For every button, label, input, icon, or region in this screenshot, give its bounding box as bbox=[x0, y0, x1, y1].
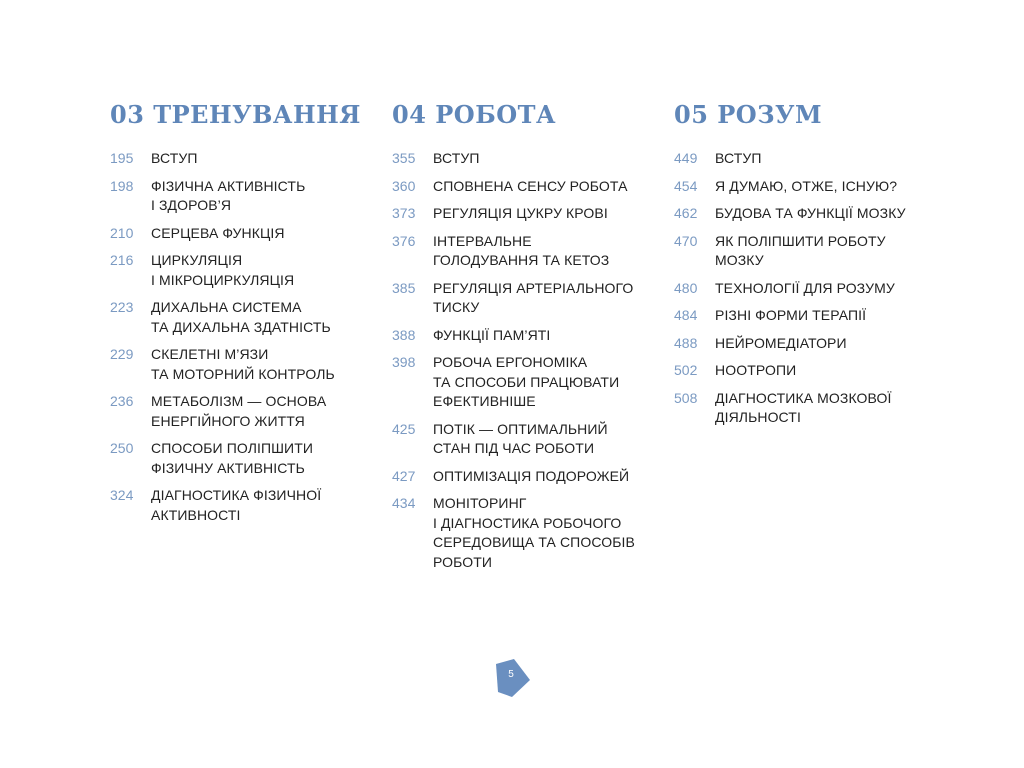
toc-entry-title: ФІЗИЧНА АКТИВНІСТЬ І ЗДОРОВ’Я bbox=[151, 177, 306, 213]
toc-entry-page-number: 360 bbox=[392, 177, 416, 194]
toc-entry bbox=[110, 486, 370, 525]
toc-entry-page-number: 250 bbox=[110, 440, 134, 456]
toc-entry-page-number: 398 bbox=[392, 354, 416, 370]
toc-entry bbox=[110, 439, 370, 478]
toc-entry bbox=[110, 224, 370, 244]
toc-entry-page-number: 229 bbox=[110, 346, 134, 362]
toc-entry-page-number: 488 bbox=[674, 334, 698, 351]
toc-entry-page-number: 425 bbox=[392, 420, 416, 437]
toc-entry-title: СПОСОБИ ПОЛІПШИТИ ФІЗИЧНУ АКТИВНІСТЬ bbox=[151, 440, 314, 476]
toc-entry-page-number: 502 bbox=[674, 362, 698, 378]
section-title-mind: 05 РОЗУМ bbox=[674, 100, 823, 129]
toc-entry-title: ВСТУП bbox=[715, 150, 762, 166]
toc-entry-title: НЕЙРОМЕДІАТОРИ bbox=[715, 334, 847, 351]
toc-entry-title: ПОТІК — ОПТИМАЛЬНИЙ СТАН ПІД ЧАС РОБОТИ bbox=[433, 420, 608, 456]
toc-entry-title: НООТРОПИ bbox=[715, 362, 797, 378]
toc-entry bbox=[674, 334, 934, 354]
toc-entry-page-number: 210 bbox=[110, 224, 134, 241]
toc-entry bbox=[110, 177, 370, 216]
toc-entry-title: РЕГУЛЯЦІЯ ЦУКРУ КРОВІ bbox=[433, 205, 608, 221]
toc-entry-title: ВСТУП bbox=[433, 150, 480, 166]
toc-column-training bbox=[110, 100, 370, 533]
toc-entry-page-number: 385 bbox=[392, 279, 416, 296]
toc-entry-page-number: 195 bbox=[110, 150, 134, 166]
toc-entry bbox=[110, 149, 370, 169]
toc-entry-title: МОНІТОРИНГ І ДІАГНОСТИКА РОБОЧОГО СЕРЕДОВИЩА ТА СПОСОБІВ РОБОТИ bbox=[433, 495, 635, 570]
section-title-work: 04 РОБОТА bbox=[392, 100, 557, 129]
toc-entry bbox=[674, 177, 934, 197]
toc-entry-title: ДИХАЛЬНА СИСТЕМА ТА ДИХАЛЬНА ЗДАТНІСТЬ bbox=[151, 299, 331, 335]
toc-entry bbox=[674, 389, 934, 428]
toc-entry bbox=[674, 232, 934, 271]
toc-entry-title: РІЗНІ ФОРМИ ТЕРАПІЇ bbox=[715, 307, 867, 323]
toc-entry-title: ТЕХНОЛОГІЇ ДЛЯ РОЗУМУ bbox=[715, 279, 895, 296]
toc-entry-page-number: 223 bbox=[110, 299, 134, 315]
toc-entry-title: МЕТАБОЛІЗМ — ОСНОВА ЕНЕРГІЙНОГО ЖИТТЯ bbox=[151, 393, 327, 429]
toc-entry-page-number: 376 bbox=[392, 232, 416, 249]
toc-entry bbox=[392, 326, 652, 346]
toc-entry-title: РОБОЧА ЕРГОНОМІКА ТА СПОСОБИ ПРАЦЮВАТИ ЕФЕКТИВНІШЕ bbox=[433, 354, 620, 409]
toc-entry bbox=[674, 149, 934, 169]
toc-entry-page-number: 462 bbox=[674, 205, 698, 221]
toc-list-training bbox=[110, 149, 370, 525]
toc-entry-page-number: 454 bbox=[674, 177, 698, 194]
toc-entry bbox=[110, 251, 370, 290]
toc-entry-page-number: 480 bbox=[674, 279, 698, 296]
toc-entry bbox=[674, 279, 934, 299]
toc-column-work bbox=[392, 100, 652, 580]
toc-entry-page-number: 470 bbox=[674, 232, 698, 249]
toc-entry-page-number: 434 bbox=[392, 495, 416, 511]
toc-entry bbox=[110, 345, 370, 384]
toc-entry-title: СЕРЦЕВА ФУНКЦІЯ bbox=[151, 224, 285, 241]
toc-entry-title: СПОВНЕНА СЕНСУ РОБОТА bbox=[433, 177, 628, 194]
toc-entry bbox=[392, 494, 652, 572]
toc-list-work bbox=[392, 149, 652, 572]
toc-entry bbox=[392, 149, 652, 169]
toc-entry-title: БУДОВА ТА ФУНКЦІЇ МОЗКУ bbox=[715, 205, 906, 221]
toc-entry bbox=[674, 361, 934, 381]
toc-entry-title: ІНТЕРВАЛЬНЕ ГОЛОДУВАННЯ ТА КЕТОЗ bbox=[433, 232, 610, 268]
toc-entry bbox=[392, 353, 652, 412]
toc-entry-page-number: 449 bbox=[674, 150, 698, 166]
toc-entry-title: ОПТИМІЗАЦІЯ ПОДОРОЖЕЙ bbox=[433, 467, 630, 484]
toc-entry bbox=[392, 279, 652, 318]
toc-entry bbox=[392, 467, 652, 487]
toc-entry-title: ДІАГНОСТИКА МОЗКОВОЇ ДІЯЛЬНОСТІ bbox=[715, 389, 892, 425]
toc-entry-title: ЯК ПОЛІПШИТИ РОБОТУ МОЗКУ bbox=[715, 232, 886, 268]
toc-entry-page-number: 388 bbox=[392, 326, 416, 343]
page-number-badge bbox=[492, 658, 532, 698]
toc-entry-title: ФУНКЦІЇ ПАМ’ЯТІ bbox=[433, 326, 551, 343]
toc-entry-title: ВСТУП bbox=[151, 150, 198, 166]
toc-entry bbox=[392, 232, 652, 271]
toc-column-mind bbox=[674, 100, 934, 436]
toc-entry-title: ЦИРКУЛЯЦІЯ І МІКРОЦИРКУЛЯЦІЯ bbox=[151, 252, 295, 288]
toc-entry bbox=[674, 204, 934, 224]
toc-entry bbox=[392, 420, 652, 459]
toc-entry bbox=[392, 204, 652, 224]
toc-entry bbox=[392, 177, 652, 197]
toc-entry-page-number: 216 bbox=[110, 252, 134, 268]
toc-entry-page-number: 373 bbox=[392, 205, 416, 221]
toc-entry-page-number: 484 bbox=[674, 307, 698, 323]
toc-entry-title: ДІАГНОСТИКА ФІЗИЧНОЇ АКТИВНОСТІ bbox=[151, 487, 322, 523]
toc-entry-page-number: 198 bbox=[110, 177, 134, 194]
toc-entry-title: Я ДУМАЮ, ОТЖЕ, ІСНУЮ? bbox=[715, 177, 898, 194]
section-title-training: 03 ТРЕНУВАННЯ bbox=[110, 100, 361, 129]
page-number: 5 bbox=[508, 669, 514, 680]
toc-entry-title: РЕГУЛЯЦІЯ АРТЕРІАЛЬНОГО ТИСКУ bbox=[433, 279, 634, 315]
toc-entry-page-number: 324 bbox=[110, 487, 134, 503]
toc-entry-page-number: 508 bbox=[674, 389, 698, 406]
toc-list-mind bbox=[674, 149, 934, 428]
toc-entry-title: СКЕЛЕТНІ М’ЯЗИ ТА МОТОРНИЙ КОНТРОЛЬ bbox=[151, 346, 335, 382]
toc-entry bbox=[110, 298, 370, 337]
toc-entry-page-number: 355 bbox=[392, 150, 416, 166]
toc-entry bbox=[674, 306, 934, 326]
toc-entry-page-number: 236 bbox=[110, 393, 134, 409]
toc-entry-page-number: 427 bbox=[392, 467, 416, 484]
toc-entry bbox=[110, 392, 370, 431]
